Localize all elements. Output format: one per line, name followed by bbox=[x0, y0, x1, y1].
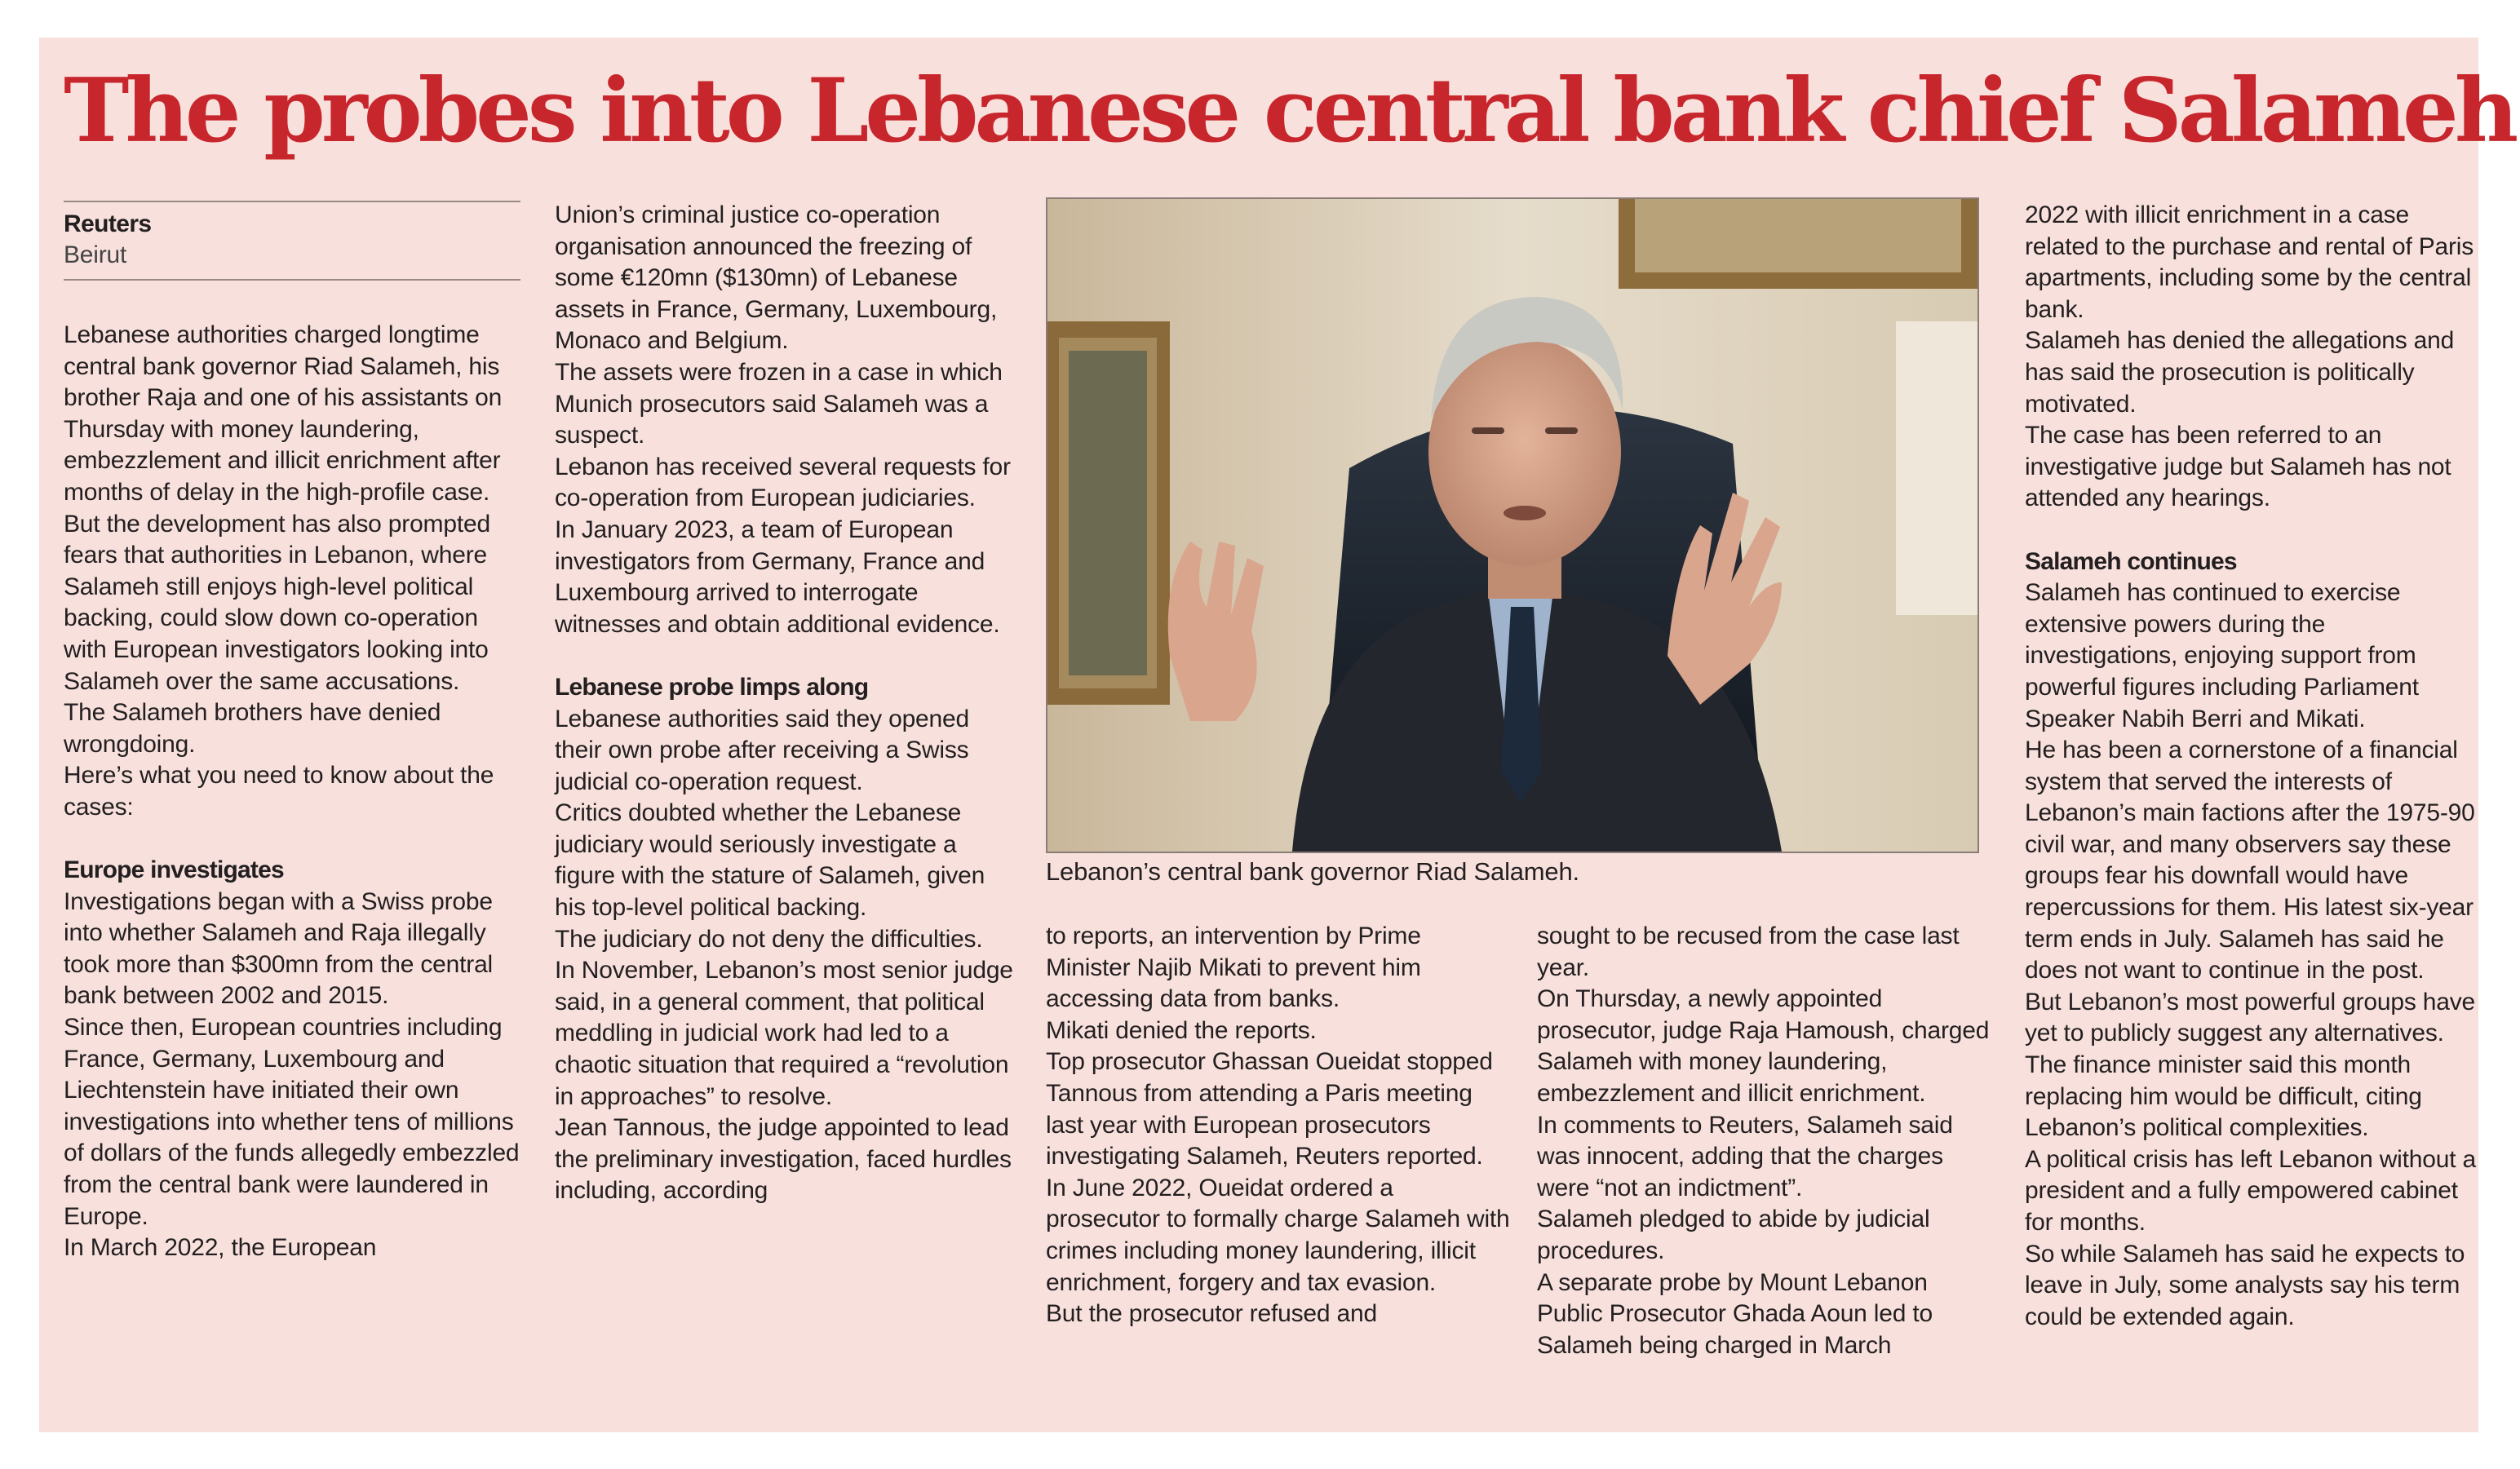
article-panel bbox=[39, 38, 2515, 1432]
subheading-salameh-continues: Salameh continues bbox=[2025, 547, 2237, 575]
subheading-lebanese-probe: Lebanese probe limps along bbox=[555, 673, 869, 701]
paragraph: In comments to Reuters, Salameh said was innocent, adding that the charges were “not an indictment”. bbox=[1537, 1111, 1953, 1201]
paragraph: Salameh has denied the allegations and has said the prosecution is politically motivated. bbox=[2025, 327, 2455, 418]
paragraph: On Thursday, a newly appointed prosecutor, judge Raja Hamoush, charged Salameh with money laundering, embezzlement and illicit enrichment. bbox=[1537, 985, 1990, 1107]
column-5 bbox=[2025, 200, 2482, 1333]
paragraph: A separate probe by Mount Lebanon Public Prosecutor Ghada Aoun led to Salameh being charged in March bbox=[1537, 1268, 1933, 1359]
paragraph: He has been a cornerstone of a financial system that served the interests of Lebanon’s main factions after the 1975-90 civil war, and many observers say these groups fear his downfall would have repercussions for them. His latest six-year term ends in July. Salameh has said he does not want to continue in the post. bbox=[2025, 737, 2475, 984]
paragraph: 2022 with illicit enrichment in a case related to the purchase and rental of Paris apartments, including some by the central bank. bbox=[2025, 201, 2474, 323]
paragraph: The finance minister said this month replacing him would be difficult, citing Lebanon’s political complexities. bbox=[2025, 1051, 2422, 1142]
column-2 bbox=[555, 200, 1020, 1207]
paragraph: sought to be recused from the case last year. bbox=[1537, 923, 1960, 981]
column-1 bbox=[64, 201, 520, 1264]
paragraph: Salameh pledged to abide by judicial procedures. bbox=[1537, 1206, 1930, 1264]
paragraph: So while Salameh has said he expects to leave in July, some analysts say his term could be extended again. bbox=[2025, 1240, 2465, 1330]
column-4 bbox=[1537, 921, 1994, 1361]
paragraph: A political crisis has left Lebanon without a president and a fully empowered cabinet for months. bbox=[2025, 1145, 2476, 1236]
paragraph: The judiciary do not deny the difficulties. bbox=[555, 925, 983, 953]
byline bbox=[64, 201, 520, 281]
paragraph: But the development has also prompted fears that authorities in Lebanon, where Salameh still enjoys high-level political backing, could slow down co-operation with European investigators looking into Salameh over the same accusations. bbox=[64, 510, 490, 695]
paragraph: Since then, European countries including France, Germany, Luxembourg and Liechtenstein have initiated their own investigations into whether tens of millions of dollars of the funds allegedly embezzled from the central bank were laundered in Europe. bbox=[64, 1014, 520, 1230]
paragraph: In November, Lebanon’s most senior judge said, in a general comment, that political meddling in judicial work had led to a chaotic situation that required a “revolution in approaches” to resolve. bbox=[555, 957, 1013, 1110]
subheading-europe-investigates: Europe investigates bbox=[64, 856, 284, 884]
headline: The probes into Lebanese central bank chief Salameh bbox=[64, 60, 2515, 162]
paragraph: But the prosecutor refused and bbox=[1046, 1300, 1377, 1328]
byline-agency: Reuters bbox=[64, 210, 152, 237]
paragraph: Here’s what you need to know about the cases: bbox=[64, 762, 494, 821]
paragraph: In March 2022, the European bbox=[64, 1234, 377, 1262]
byline-place: Beirut bbox=[64, 241, 127, 268]
portrait-illustration bbox=[1047, 199, 1977, 852]
paragraph: Lebanon has received several requests for co-operation from European judiciaries. bbox=[555, 453, 1011, 512]
column-3 bbox=[1046, 921, 1511, 1330]
paragraph: In June 2022, Oueidat ordered a prosecutor to formally charge Salameh with crimes including money laundering, illicit enrichment, forgery and tax evasion. bbox=[1046, 1174, 1510, 1296]
paragraph: Investigations began with a Swiss probe into whether Salameh and Raja illegally took more than $300mn from the central bank between 2002 and 2015. bbox=[64, 887, 494, 1010]
paragraph: Critics doubted whether the Lebanese judiciary would seriously investigate a figure with the stature of Salameh, given his top-level political backing. bbox=[555, 799, 985, 922]
paragraph: Union’s criminal justice co-operation organisation announced the freezing of some €120mn ($130mn) of Lebanese assets in France, Germany, Luxembourg, Monaco and Belgium. bbox=[555, 201, 998, 355]
paragraph: But Lebanon’s most powerful groups have yet to publicly suggest any alternatives. bbox=[2025, 988, 2476, 1047]
paragraph: In January 2023, a team of European investigators from Germany, France and Luxembourg arrived to interrogate witnesses and obtain additional evidence. bbox=[555, 515, 1000, 638]
paragraph: Mikati denied the reports. bbox=[1046, 1016, 1317, 1044]
paragraph: The case has been referred to an investigative judge but Salameh has not attended any hearings. bbox=[2025, 422, 2451, 512]
paragraph: Salameh has continued to exercise extensive powers during the investigations, enjoying support from powerful figures including Parliament Speaker Nabih Berri and Mikati. bbox=[2025, 579, 2419, 732]
paragraph: The Salameh brothers have denied wrongdoing. bbox=[64, 699, 441, 758]
paragraph: Lebanese authorities said they opened their own probe after receiving a Swiss judicial co-operation request. bbox=[555, 705, 969, 795]
paragraph: The assets were frozen in a case in which Munich prosecutors said Salameh was a suspect. bbox=[555, 358, 1003, 449]
paragraph: Lebanese authorities charged longtime central bank governor Riad Salameh, his brother Raja and one of his assistants on Thursday with money laundering, embezzlement and illicit enrichment after months of delay in the high-profile case. bbox=[64, 321, 503, 506]
photo-riad-salameh bbox=[1046, 197, 1979, 853]
paragraph: to reports, an intervention by Prime Minister Najib Mikati to prevent him accessing data from banks. bbox=[1046, 923, 1421, 1013]
paragraph: Top prosecutor Ghassan Oueidat stopped Tannous from attending a Paris meeting last year with European prosecutors investigating Salameh, Reuters reported. bbox=[1046, 1048, 1493, 1170]
paragraph: Jean Tannous, the judge appointed to lead the preliminary investigation, faced hurdles including, according bbox=[555, 1114, 1012, 1205]
photo-caption: Lebanon’s central bank governor Riad Salameh. bbox=[1046, 857, 1579, 886]
